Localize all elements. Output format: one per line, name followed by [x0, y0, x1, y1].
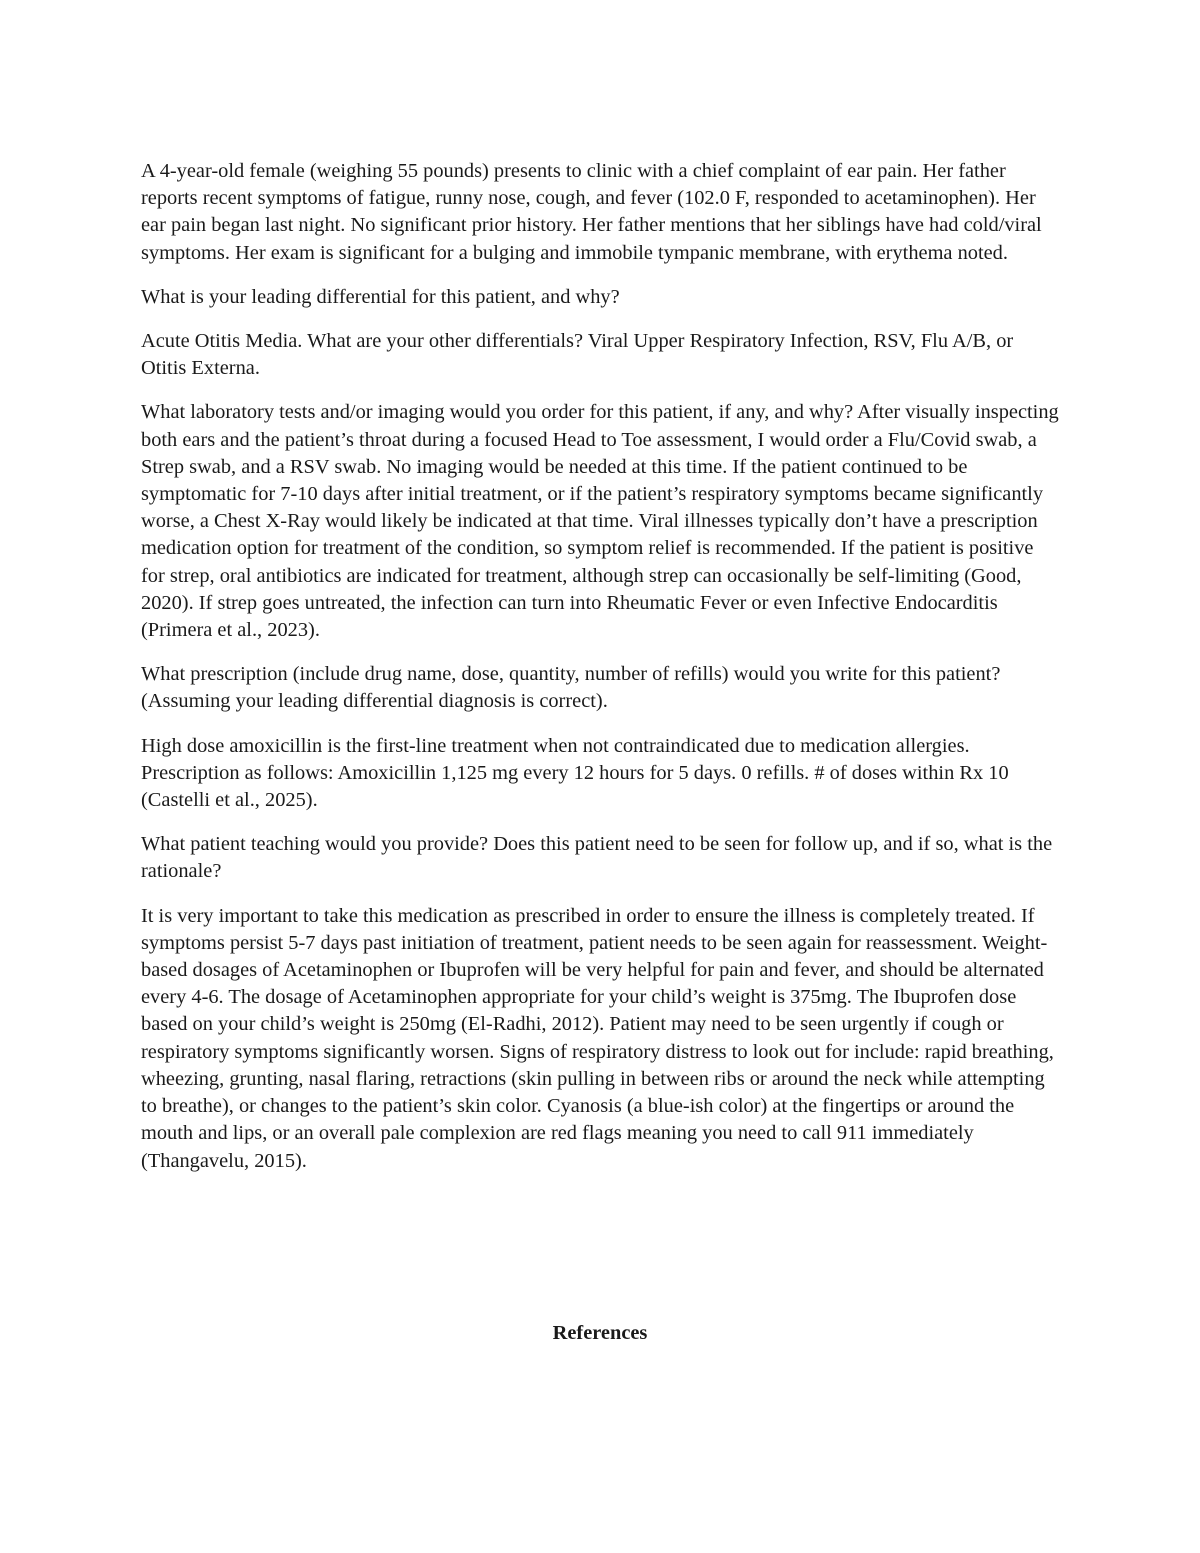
case-description-paragraph: A 4-year-old female (weighing 55 pounds) presents to clinic with a chief complaint of ear pain. Her father reports recent symptoms of fatigue, runny nose, cough, and fever (102.0 F, responded to acetaminophen). Her ear pain began last night. No significant prior history. Her father mentions that her siblings have had cold/viral symptoms. Her exam is significant for a bulging and immobile tympanic membrane, with erythema noted.	[141, 160, 1042, 264]
question-prescription: What prescription (include drug name, dose, quantity, number of refills) would you write for this patient? (Assuming your leading differential diagnosis is correct).	[141, 663, 1001, 713]
question-patient-teaching: What patient teaching would you provide? Does this patient need to be seen for follow up, and if so, what is the rationale?	[141, 833, 1053, 883]
answer-prescription: High dose amoxicillin is the first-line treatment when not contraindicated due to medication allergies. Prescription as follows: Amoxicillin 1,125 mg every 12 hours for 5 days. 0 refills. # of doses within Rx 10 (Castelli et al., 2025).	[141, 734, 1009, 812]
answer-differentials: Acute Otitis Media. What are your other differentials? Viral Upper Respiratory Infection, RSV, Flu A/B, or Otitis Externa.	[141, 330, 1014, 380]
references-heading: References	[552, 1322, 648, 1344]
question-leading-differential: What is your leading differential for this patient, and why?	[141, 285, 620, 308]
answer-patient-teaching: It is very important to take this medication as prescribed in order to ensure the illness is completely treated. If symptoms persist 5-7 days past initiation of treatment, patient needs to be seen again for reassessment. Weight-based dosages of Acetaminophen or Ibuprofen will be very helpful for pain and fever, and should be alternated every 4-6. The dosage of Acetaminophen appropriate for your child’s weight is 375mg. The Ibuprofen dose based on your child’s weight is 250mg (El-Radhi, 2012). Patient may need to be seen urgently if cough or respiratory symptoms significantly worsen. Signs of respiratory distress to look out for include: rapid breathing, wheezing, grunting, nasal flaring, retractions (skin pulling in between ribs or around the neck while attempting to breathe), or changes to the patient’s skin color. Cyanosis (a blue-ish color) at the fingertips or around the mouth and lips, or an overall pale complexion are red flags meaning you need to call 911 immediately (Thangavelu, 2015).	[141, 904, 1054, 1172]
labs-imaging-paragraph: What laboratory tests and/or imaging would you order for this patient, if any, and why? After visually inspecting both ears and the patient’s throat during a focused Head to Toe assessment, I would order a Flu/Covid swab, a Strep swab, and a RSV swab. No imaging would be needed at this time. If the patient continued to be symptomatic for 7-10 days after initial treatment, or if the patient’s respiratory symptoms became significantly worse, a Chest X-Ray would likely be indicated at that time. Viral illnesses typically don’t have a prescription medication option for treatment of the condition, so symptom relief is recommended. If the patient is positive for strep, oral antibiotics are indicated for treatment, although strep can occasionally be self-limiting (Good, 2020). If strep goes untreated, the infection can turn into Rheumatic Fever or even Infective Endocarditis (Primera et al., 2023).	[141, 401, 1059, 642]
document-body	[141, 158, 1061, 1192]
